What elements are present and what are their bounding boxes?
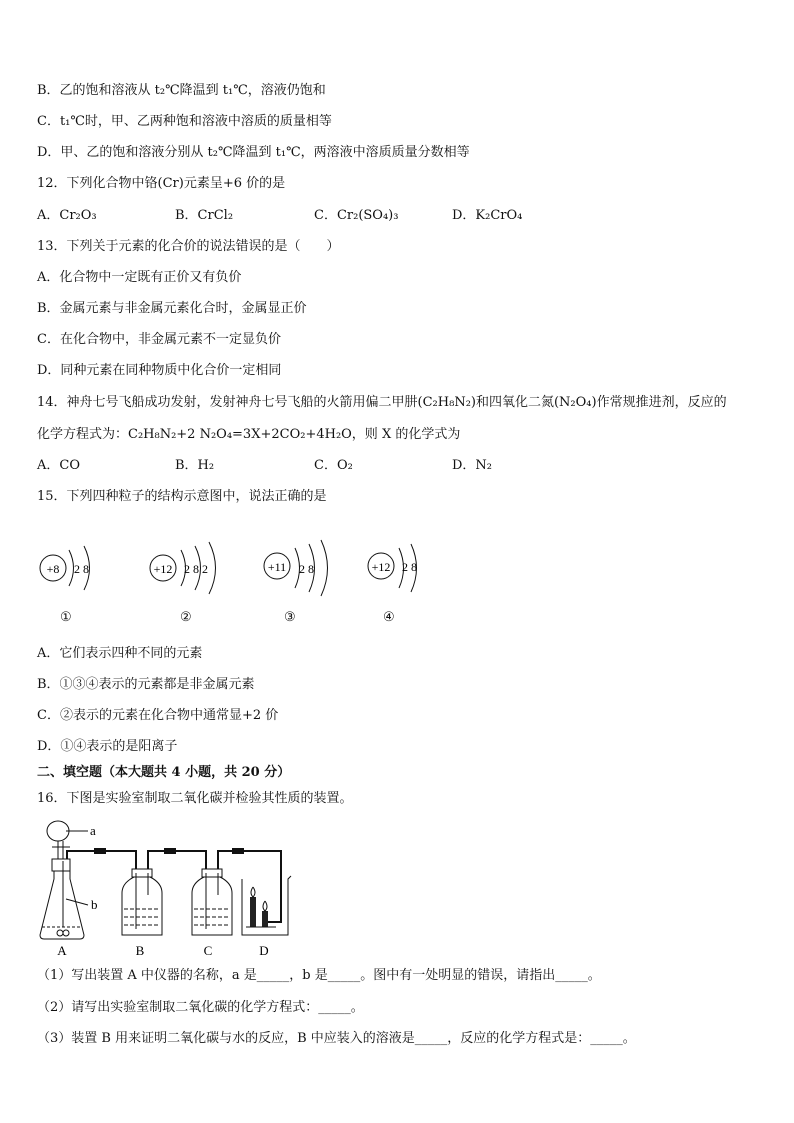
label-b: b [91,897,98,912]
q11-option-d: D．甲、乙的饱和溶液分别从 t₂℃降温到 t₁℃，两溶液中溶质质量分数相等 [37,145,470,160]
atom-3-shells: 2 8 [299,562,314,576]
q15-option-c: C．②表示的元素在化合物中通常显+2 价 [37,708,279,723]
q11-option-c: C．t₁℃时，甲、乙两种饱和溶液中溶质的质量相等 [37,114,332,129]
q14-stem: 14．神舟七号飞船成功发射，发射神舟七号飞船的火箭用偏二甲肼(C₂H₈N₂)和四氧化二氮(N₂O₄)作常规推进剂，反应的 [37,395,727,410]
label-apparatus-d: D [259,943,269,958]
apparatus-c [192,869,232,958]
q14-option-b: B．H₂ [175,458,215,473]
section-heading: 二、填空题（本大题共 4 小题，共 20 分） [37,765,291,780]
atom-diagram-3 [262,540,342,625]
apparatus-d [242,876,291,958]
label-a: a [90,823,96,838]
label-apparatus-a: A [57,943,67,958]
q16-part-2: （2）请写出实验室制取二氧化碳的化学方程式：_____。 [37,1000,364,1015]
q15-option-a: A．它们表示四种不同的元素 [37,646,203,661]
q15-option-b: B．①③④表示的元素都是非金属元素 [37,677,255,692]
atom-1-nucleus: +8 [46,562,60,576]
q14-option-d: D．N₂ [452,458,493,473]
connecting-tubes [67,848,281,922]
q13-option-c: C．在化合物中，非金属元素不一定显负价 [37,332,281,347]
q16-part-1: （1）写出装置 A 中仪器的名称，a 是_____，b 是_____。图中有一处明显的错误，请指出_____。 [37,968,601,983]
q13-option-b: B．金属元素与非金属元素化合时，金属显正价 [37,301,307,316]
atom-diagram-1 [38,540,118,625]
atom-2-label: ② [180,610,192,625]
atom-2-shells: 2 8 2 [184,562,208,576]
atom-diagram-4 [366,540,446,625]
q12-option-d: D．K₂CrO₄ [452,208,523,223]
q14-option-a: A．CO [37,458,80,473]
apparatus-a [40,821,98,958]
q15-option-d: D．①④表示的是阳离子 [37,739,178,754]
atom-4-nucleus: +12 [371,560,391,574]
q16-part-3: （3）装置 B 用来证明二氧化碳与水的反应，B 中应装入的溶液是_____，反应的化学方程式是：_____。 [37,1031,636,1046]
q12-option-c: C．Cr₂(SO₄)₃ [314,208,399,223]
q15-stem: 15．下列四种粒子的结构示意图中，说法正确的是 [37,489,327,504]
q12-stem: 12．下列化合物中铬(Cr)元素呈+6 价的是 [37,176,286,191]
atom-2-nucleus: +12 [153,562,173,576]
atom-3-nucleus: +11 [267,560,287,574]
atom-4-label: ④ [383,610,395,625]
q11-option-b: B．乙的饱和溶液从 t₂℃降温到 t₁℃，溶液仍饱和 [37,83,326,98]
label-apparatus-c: C [203,943,213,958]
atom-diagram-2 [148,540,238,625]
apparatus-b [122,869,162,958]
label-apparatus-b: B [135,943,145,958]
atom-1-label: ① [60,610,72,625]
q12-option-a: A．Cr₂O₃ [37,208,97,223]
q13-option-d: D．同种元素在同种物质中化合价一定相同 [37,363,282,378]
q13-stem: 13．下列关于元素的化合价的说法错误的是（ ） [37,239,340,254]
q14-option-c: C．O₂ [314,458,353,473]
co2-apparatus-diagram [36,817,306,966]
atom-4-shells: 2 8 [402,560,417,574]
q14-equation: 化学方程式为：C₂H₈N₂+2 N₂O₄=3X+2CO₂+4H₂O，则 X 的化学式为 [37,427,461,442]
atom-3-label: ③ [284,610,296,625]
q16-stem: 16．下图是实验室制取二氧化碳并检验其性质的装置。 [37,791,353,806]
atom-1-shells: 2 8 [74,562,89,576]
q13-option-a: A．化合物中一定既有正价又有负价 [37,270,242,285]
q12-option-b: B．CrCl₂ [175,208,234,223]
